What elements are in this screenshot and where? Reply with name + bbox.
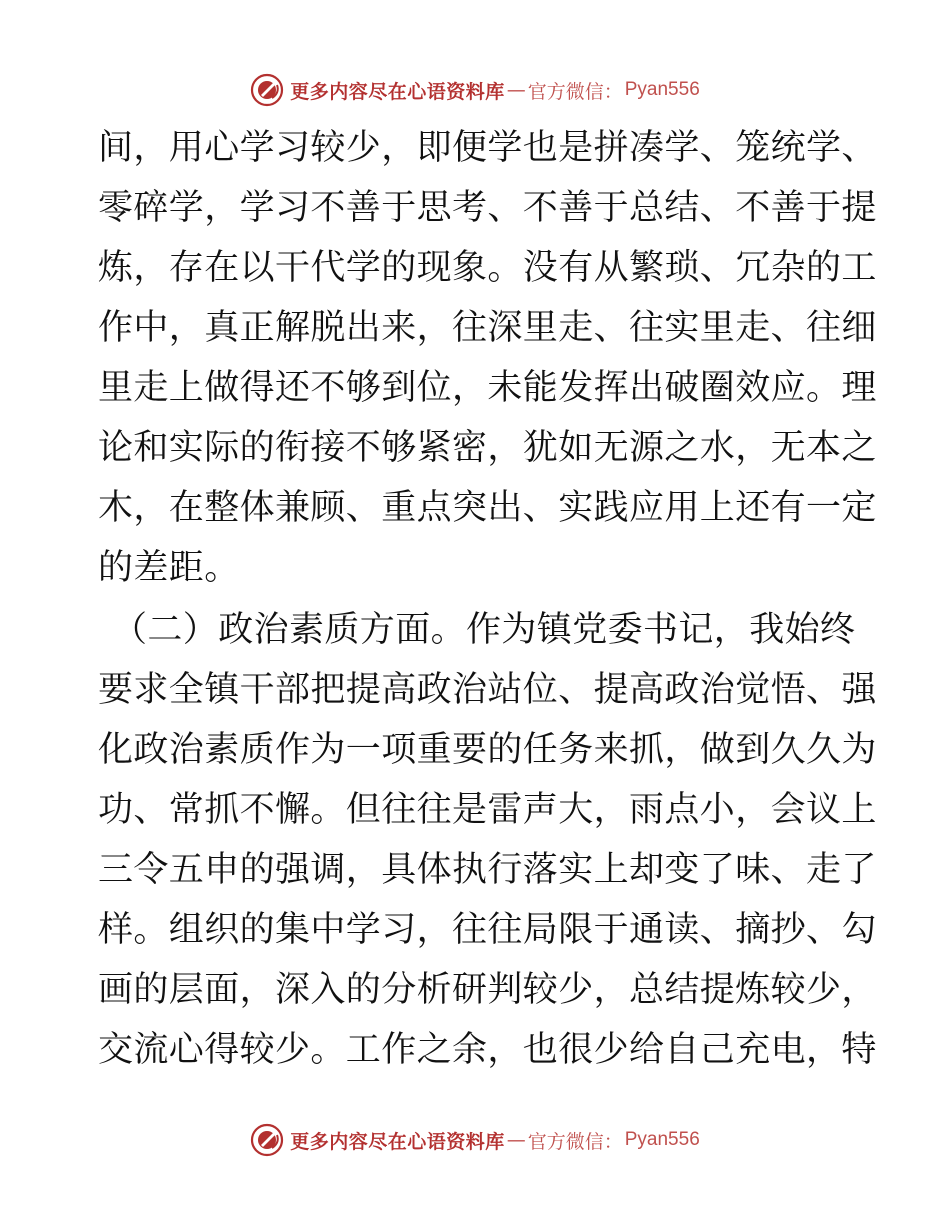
banner-wechat-label: 官方微信：: [527, 1130, 623, 1153]
text-line: 画的层面，深入的分析研判较少，总结提炼较少，: [98, 970, 877, 1010]
text-line: 功、常抓不懈。但往往是雷声大，雨点小，会议上: [98, 790, 877, 830]
brand-logo-icon: [250, 73, 284, 107]
text-line: 要求全镇干部把提高政治站位、提高政治觉悟、强: [98, 670, 877, 710]
banner-wechat-label: 官方微信：: [527, 80, 623, 103]
banner-account: Pyan556: [624, 1129, 700, 1150]
paragraph-1: [98, 118, 877, 598]
text-line: 间，用心学习较少，即便学也是拼凑学、笼统学、: [98, 128, 877, 168]
banner-site-text: 更多内容尽在心语资料库: [290, 80, 505, 103]
paragraph-2: [98, 600, 877, 1080]
text-line: 木，在整体兼顾、重点突出、实践应用上还有一定: [98, 488, 877, 528]
text-line: 三令五申的强调，具体执行落实上却变了味、走了: [98, 850, 877, 890]
text-line: 化政治素质作为一项重要的任务来抓，做到久久为: [98, 730, 877, 770]
banner-dash: —: [506, 1129, 526, 1151]
text-line: 的差距。: [98, 548, 240, 588]
text-line: （二）政治素质方面。作为镇党委书记，我始终: [112, 610, 856, 650]
text-line: 样。组织的集中学习，往往局限于通读、摘抄、勾: [98, 910, 877, 950]
banner-dash: —: [506, 79, 526, 101]
text-line: 交流心得较少。工作之余，也很少给自己充电，特: [98, 1030, 877, 1070]
banner-site-text: 更多内容尽在心语资料库: [290, 1130, 505, 1153]
banner-account: Pyan556: [624, 79, 700, 100]
brand-logo-icon: [250, 1123, 284, 1157]
text-line: 炼，存在以干代学的现象。没有从繁琐、冗杂的工: [98, 248, 877, 288]
text-line: 里走上做得还不够到位，未能发挥出破圈效应。理: [98, 368, 877, 408]
text-line: 作中，真正解脱出来，往深里走、往实里走、往细: [98, 308, 877, 348]
text-line: 零碎学，学习不善于思考、不善于总结、不善于提: [98, 188, 877, 228]
header-watermark-banner: [0, 72, 950, 108]
footer-watermark-banner: [0, 1122, 950, 1158]
text-line: 论和实际的衔接不够紧密，犹如无源之水，无本之: [98, 428, 877, 468]
